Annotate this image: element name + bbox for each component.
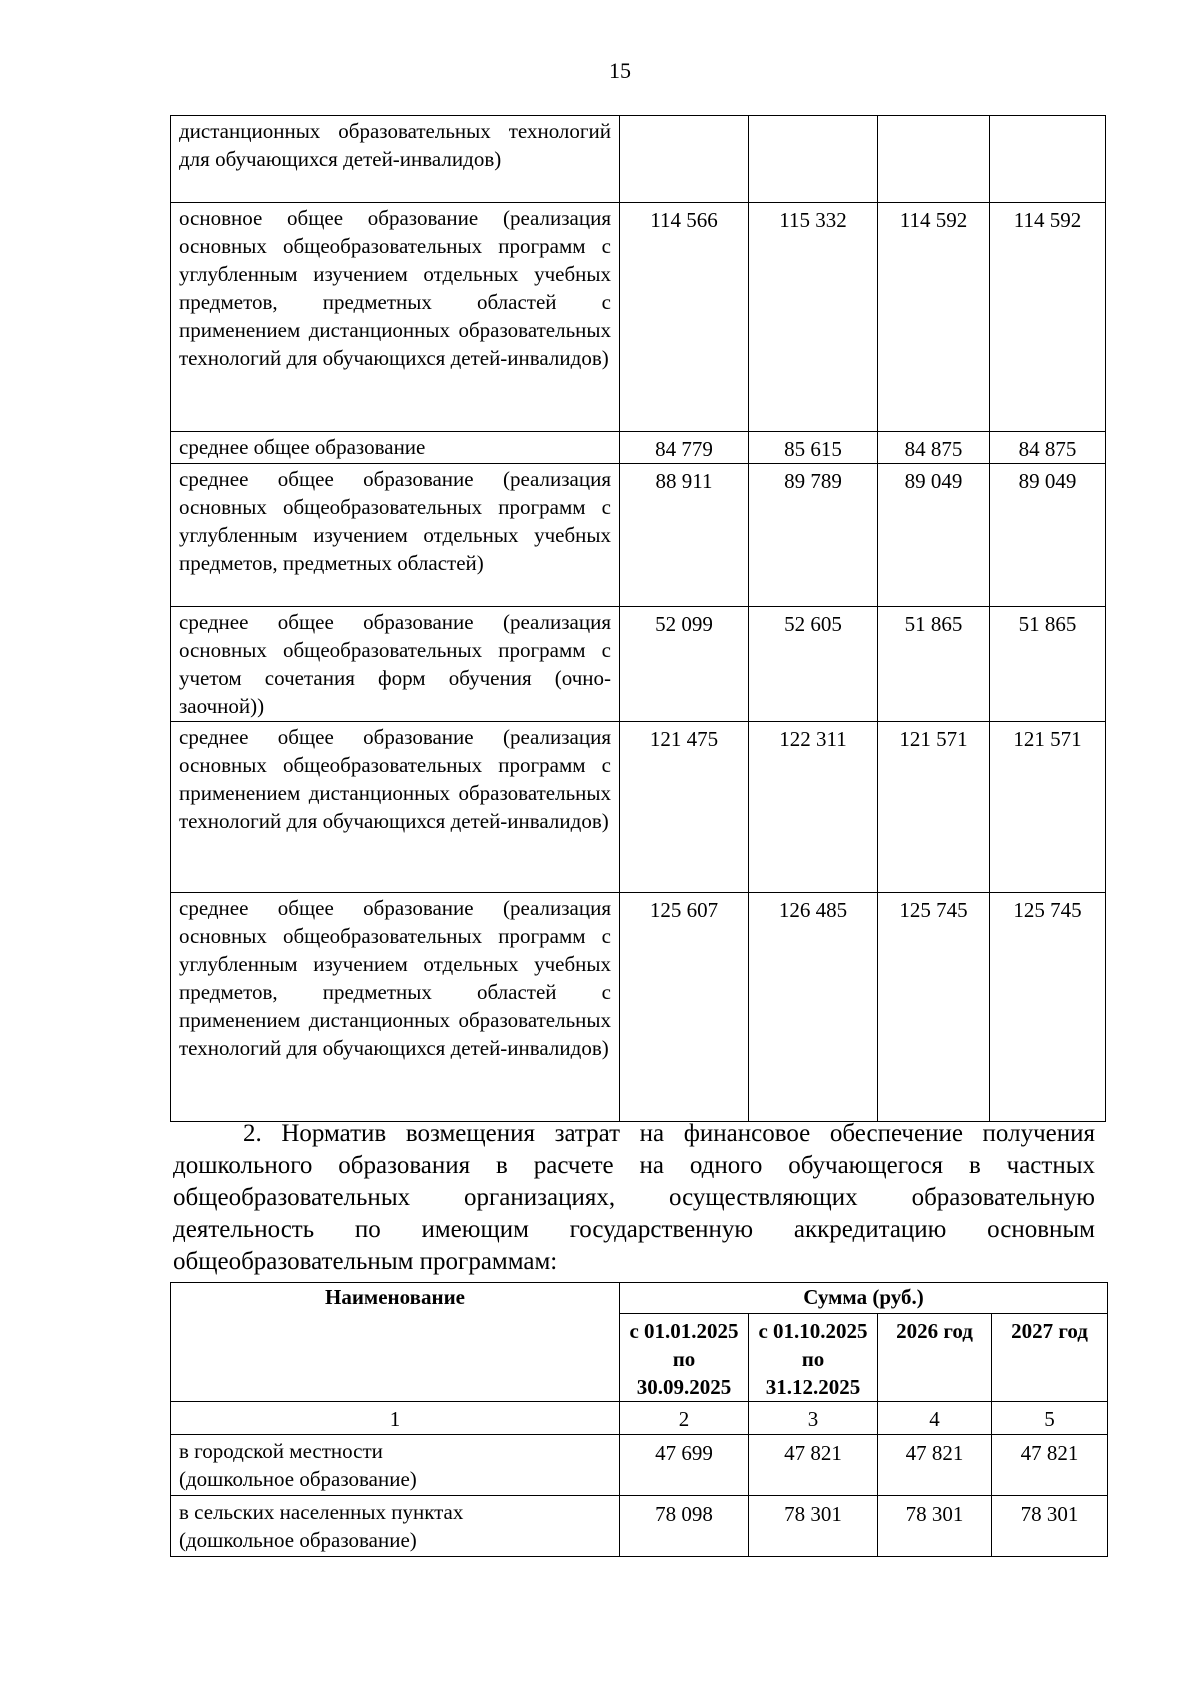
row-name: среднее общее образование bbox=[171, 432, 620, 464]
year-header-2027: 2027 год bbox=[992, 1314, 1108, 1402]
period-1-end: 30.09.2025 bbox=[636, 1375, 732, 1399]
value-cell: 52 099 bbox=[620, 607, 749, 722]
row-name bbox=[171, 1496, 620, 1557]
value-cell: 89 049 bbox=[878, 464, 990, 607]
period-header-1 bbox=[620, 1314, 749, 1402]
value-cell: 114 566 bbox=[620, 203, 749, 432]
row-name: дистанционных образовательных технологий для обучающихся детей-инвалидов) bbox=[171, 116, 620, 203]
value-cell: 126 485 bbox=[749, 893, 878, 1122]
value-cell: 84 779 bbox=[620, 432, 749, 464]
value-cell: 121 475 bbox=[620, 722, 749, 893]
table-row bbox=[171, 1435, 1108, 1496]
value-cell: 47 699 bbox=[620, 1435, 749, 1496]
value-cell: 114 592 bbox=[878, 203, 990, 432]
row-name bbox=[171, 1435, 620, 1496]
value-cell: 47 821 bbox=[992, 1435, 1108, 1496]
value-cell: 78 301 bbox=[749, 1496, 878, 1557]
value-cell: 88 911 bbox=[620, 464, 749, 607]
column-number-row bbox=[171, 1402, 1108, 1435]
table-row bbox=[171, 116, 1106, 203]
table-row bbox=[171, 203, 1106, 432]
column-number: 3 bbox=[749, 1402, 878, 1435]
period-2-start: с 01.10.2025 bbox=[758, 1319, 868, 1343]
value-cell: 78 301 bbox=[992, 1496, 1108, 1557]
header-sum: Сумма (руб.) bbox=[620, 1283, 1108, 1314]
value-cell: 51 865 bbox=[878, 607, 990, 722]
value-cell bbox=[749, 116, 878, 203]
row-name-line: в сельских населенных пунктах bbox=[179, 1500, 464, 1524]
value-cell: 52 605 bbox=[749, 607, 878, 722]
value-cell: 125 607 bbox=[620, 893, 749, 1122]
norms-table-continued bbox=[170, 115, 1106, 1122]
period-1-start: с 01.01.2025 bbox=[629, 1319, 739, 1343]
column-number: 5 bbox=[992, 1402, 1108, 1435]
table-row bbox=[171, 607, 1106, 722]
row-name-line: (дошкольное образование) bbox=[179, 1467, 417, 1491]
value-cell: 51 865 bbox=[990, 607, 1106, 722]
value-cell bbox=[990, 116, 1106, 203]
value-cell: 121 571 bbox=[990, 722, 1106, 893]
table-row bbox=[171, 464, 1106, 607]
row-name: среднее общее образование (реализация основных общеобразовательных программ с учетом сочетания форм обучения (очно-заочной)) bbox=[171, 607, 620, 722]
value-cell: 84 875 bbox=[990, 432, 1106, 464]
value-cell: 115 332 bbox=[749, 203, 878, 432]
column-number: 4 bbox=[878, 1402, 992, 1435]
year-header-2026: 2026 год bbox=[878, 1314, 992, 1402]
value-cell: 89 049 bbox=[990, 464, 1106, 607]
table-row bbox=[171, 1496, 1108, 1557]
value-cell bbox=[620, 116, 749, 203]
value-cell: 114 592 bbox=[990, 203, 1106, 432]
header-row bbox=[171, 1283, 1108, 1314]
section-2-paragraph: 2. Норматив возмещения затрат на финансовое обеспечение получения дошкольного образования в расчете на одного обучающегося в частных общеобразовательных организациях, осуществляющих образовательную деятельность по имеющим государственную аккредитацию основным общеобразовательным программам: bbox=[173, 1120, 1095, 1275]
row-name: среднее общее образование (реализация основных общеобразовательных программ с углубленным изучением отдельных учебных предметов, предметных областей) bbox=[171, 464, 620, 607]
value-cell: 47 821 bbox=[749, 1435, 878, 1496]
column-number: 1 bbox=[171, 1402, 620, 1435]
value-cell: 78 301 bbox=[878, 1496, 992, 1557]
row-name-line: в городской местности bbox=[179, 1439, 383, 1463]
preschool-norms-table bbox=[170, 1282, 1108, 1557]
table-row bbox=[171, 432, 1106, 464]
value-cell: 125 745 bbox=[990, 893, 1106, 1122]
column-number: 2 bbox=[620, 1402, 749, 1435]
period-2-end: 31.12.2025 bbox=[765, 1375, 861, 1399]
period-header-2 bbox=[749, 1314, 878, 1402]
value-cell: 85 615 bbox=[749, 432, 878, 464]
row-name-line: (дошкольное образование) bbox=[179, 1528, 417, 1552]
value-cell: 125 745 bbox=[878, 893, 990, 1122]
value-cell: 122 311 bbox=[749, 722, 878, 893]
period-1-to: по bbox=[672, 1347, 696, 1371]
value-cell: 47 821 bbox=[878, 1435, 992, 1496]
value-cell bbox=[878, 116, 990, 203]
value-cell: 78 098 bbox=[620, 1496, 749, 1557]
value-cell: 121 571 bbox=[878, 722, 990, 893]
row-name: среднее общее образование (реализация основных общеобразовательных программ с углубленным изучением отдельных учебных предметов, предметных областей с применением дистанционных образовательных технологий для обучающихся детей-инвалидов) bbox=[171, 893, 620, 1122]
value-cell: 89 789 bbox=[749, 464, 878, 607]
table-row bbox=[171, 893, 1106, 1122]
row-name: среднее общее образование (реализация основных общеобразовательных программ с применением дистанционных образовательных технологий для обучающихся детей-инвалидов) bbox=[171, 722, 620, 893]
period-2-to: по bbox=[801, 1347, 825, 1371]
header-name: Наименование bbox=[171, 1283, 620, 1402]
row-name: основное общее образование (реализация основных общеобразовательных программ с углубленным изучением отдельных учебных предметов, предметных областей с применением дистанционных образовательных технологий для обучающихся детей-инвалидов) bbox=[171, 203, 620, 432]
table-row bbox=[171, 722, 1106, 893]
value-cell: 84 875 bbox=[878, 432, 990, 464]
page-number: 15 bbox=[609, 58, 631, 83]
